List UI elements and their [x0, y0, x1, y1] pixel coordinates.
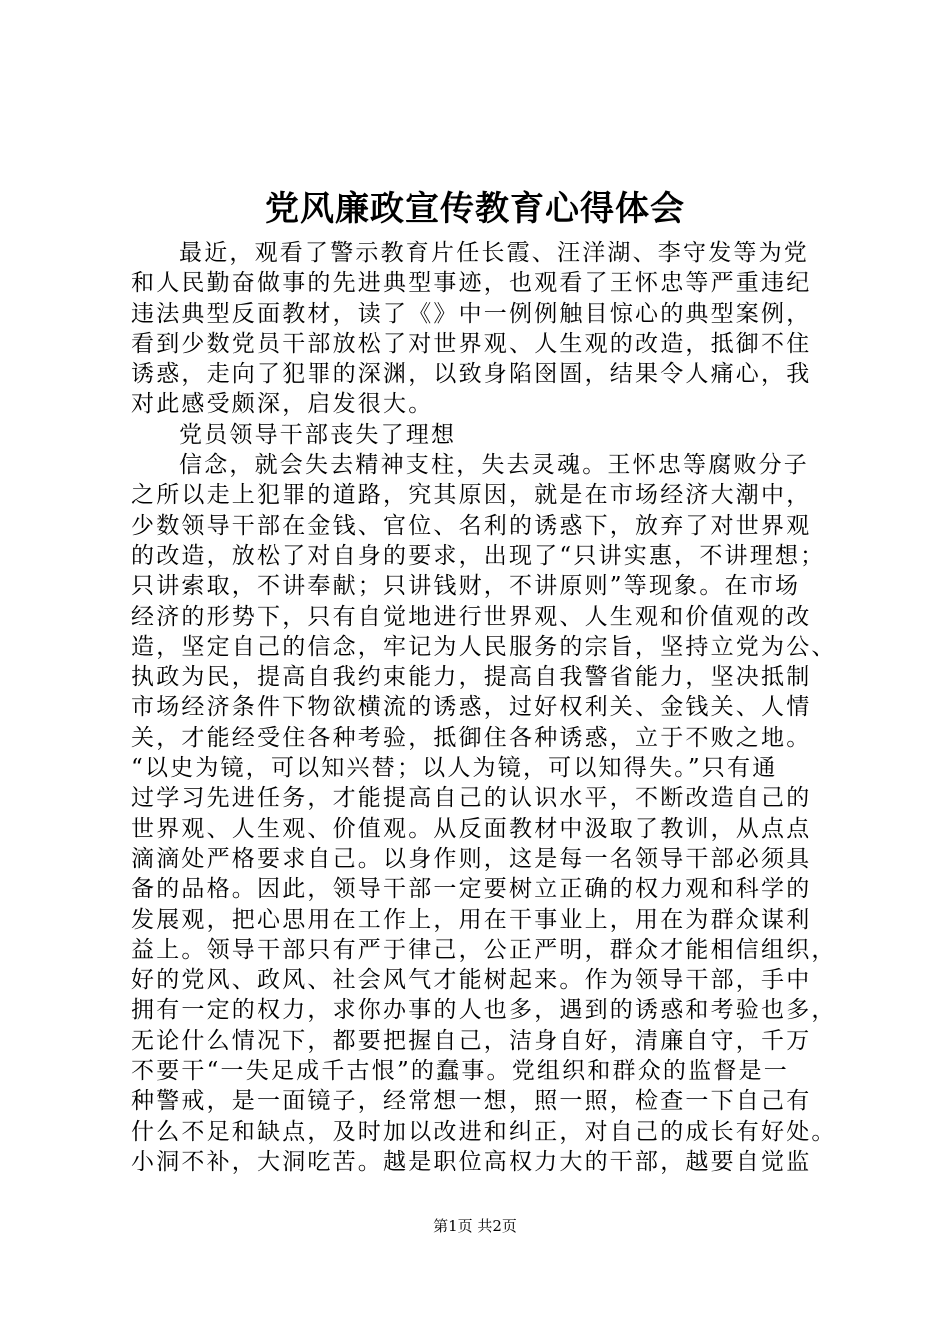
text-line: 经济的形势下，只有自觉地进行世界观、人生观和价值观的改 [131, 603, 812, 630]
text-line: 党员领导干部丧失了理想 [179, 421, 457, 448]
text-line: 造，坚定自己的信念，牢记为人民服务的宗旨，坚持立党为公、 [131, 633, 837, 660]
document-title: 党风廉政宣传教育心得体会 [265, 189, 685, 229]
text-line: 市场经济条件下物欲横流的诱惑，过好权利关、金钱关、人情 [131, 694, 812, 721]
text-line: 种警戒，是一面镜子，经常想一想，照一照，检查一下自己有 [131, 1088, 812, 1115]
text-line: 的改造，放松了对自身的要求，出现了“只讲实惠，不讲理想； [131, 542, 826, 569]
text-line: 看到少数党员干部放松了对世界观、人生观的改造，抵御不住 [131, 330, 812, 357]
text-line: 执政为民，提高自我约束能力，提高自我警省能力，坚决抵制 [131, 664, 812, 691]
text-line: 和人民勤奋做事的先进典型事迹，也观看了王怀忠等严重违纪 [131, 270, 812, 297]
text-line: 小洞不补，大洞吃苦。越是职位高权力大的干部，越要自觉监 [131, 1148, 812, 1175]
text-line: 过学习先进任务，才能提高自己的认识水平，不断改造自己的 [131, 785, 812, 812]
text-line: 信念，就会失去精神支柱，失去灵魂。王怀忠等腐败分子 [179, 452, 809, 479]
text-line: 不要干“一失足成千古恨”的蠢事。党组织和群众的监督是一 [131, 1058, 789, 1085]
text-line: 发展观，把心思用在工作上，用在干事业上，用在为群众谋利 [131, 906, 812, 933]
text-line: 违法典型反面教材，读了《》中一例例触目惊心的典型案例， [131, 300, 812, 327]
text-line: 什么不足和缺点，及时加以改进和纠正，对自己的成长有好处。 [131, 1118, 837, 1145]
text-line: 好的党风、政风、社会风气才能树起来。作为领导干部，手中 [131, 967, 812, 994]
text-line: 关，才能经受住各种考验，抵御住各种诱惑，立于不败之地。 [131, 724, 812, 751]
text-line: 无论什么情况下，都要把握自己，洁身自好，清廉自守，千万 [131, 1027, 812, 1054]
text-line: 最近，观看了警示教育片任长霞、汪洋湖、李守发等为党 [179, 240, 809, 266]
text-line: 只讲索取，不讲奉献；只讲钱财，不讲原则”等现象。在市场 [131, 573, 801, 600]
text-line: “以史为镜，可以知兴替；以人为镜，可以知得失。”只有通 [131, 755, 778, 782]
text-line: 益上。领导干部只有严于律己，公正严明，群众才能相信组织， [131, 936, 837, 963]
document-body [131, 238, 837, 1177]
page-number-footer: 第1页 共2页 [433, 1217, 517, 1235]
text-line: 拥有一定的权力，求你办事的人也多，遇到的诱惑和考验也多， [131, 997, 837, 1024]
text-line: 备的品格。因此，领导干部一定要树立正确的权力观和科学的 [131, 876, 812, 903]
text-line: 之所以走上犯罪的道路，究其原因，就是在市场经济大潮中， [131, 482, 812, 509]
text-line: 诱惑，走向了犯罪的深渊，以致身陷囹圄，结果令人痛心，我 [131, 361, 812, 388]
text-line: 滴滴处严格要求自己。以身作则，这是每一名领导干部必须具 [131, 845, 812, 872]
text-line: 对此感受颇深，启发很大。 [131, 391, 434, 418]
text-line: 世界观、人生观、价值观。从反面教材中汲取了教训，从点点 [131, 815, 812, 842]
text-line: 少数领导干部在金钱、官位、名利的诱惑下，放弃了对世界观 [131, 512, 812, 539]
